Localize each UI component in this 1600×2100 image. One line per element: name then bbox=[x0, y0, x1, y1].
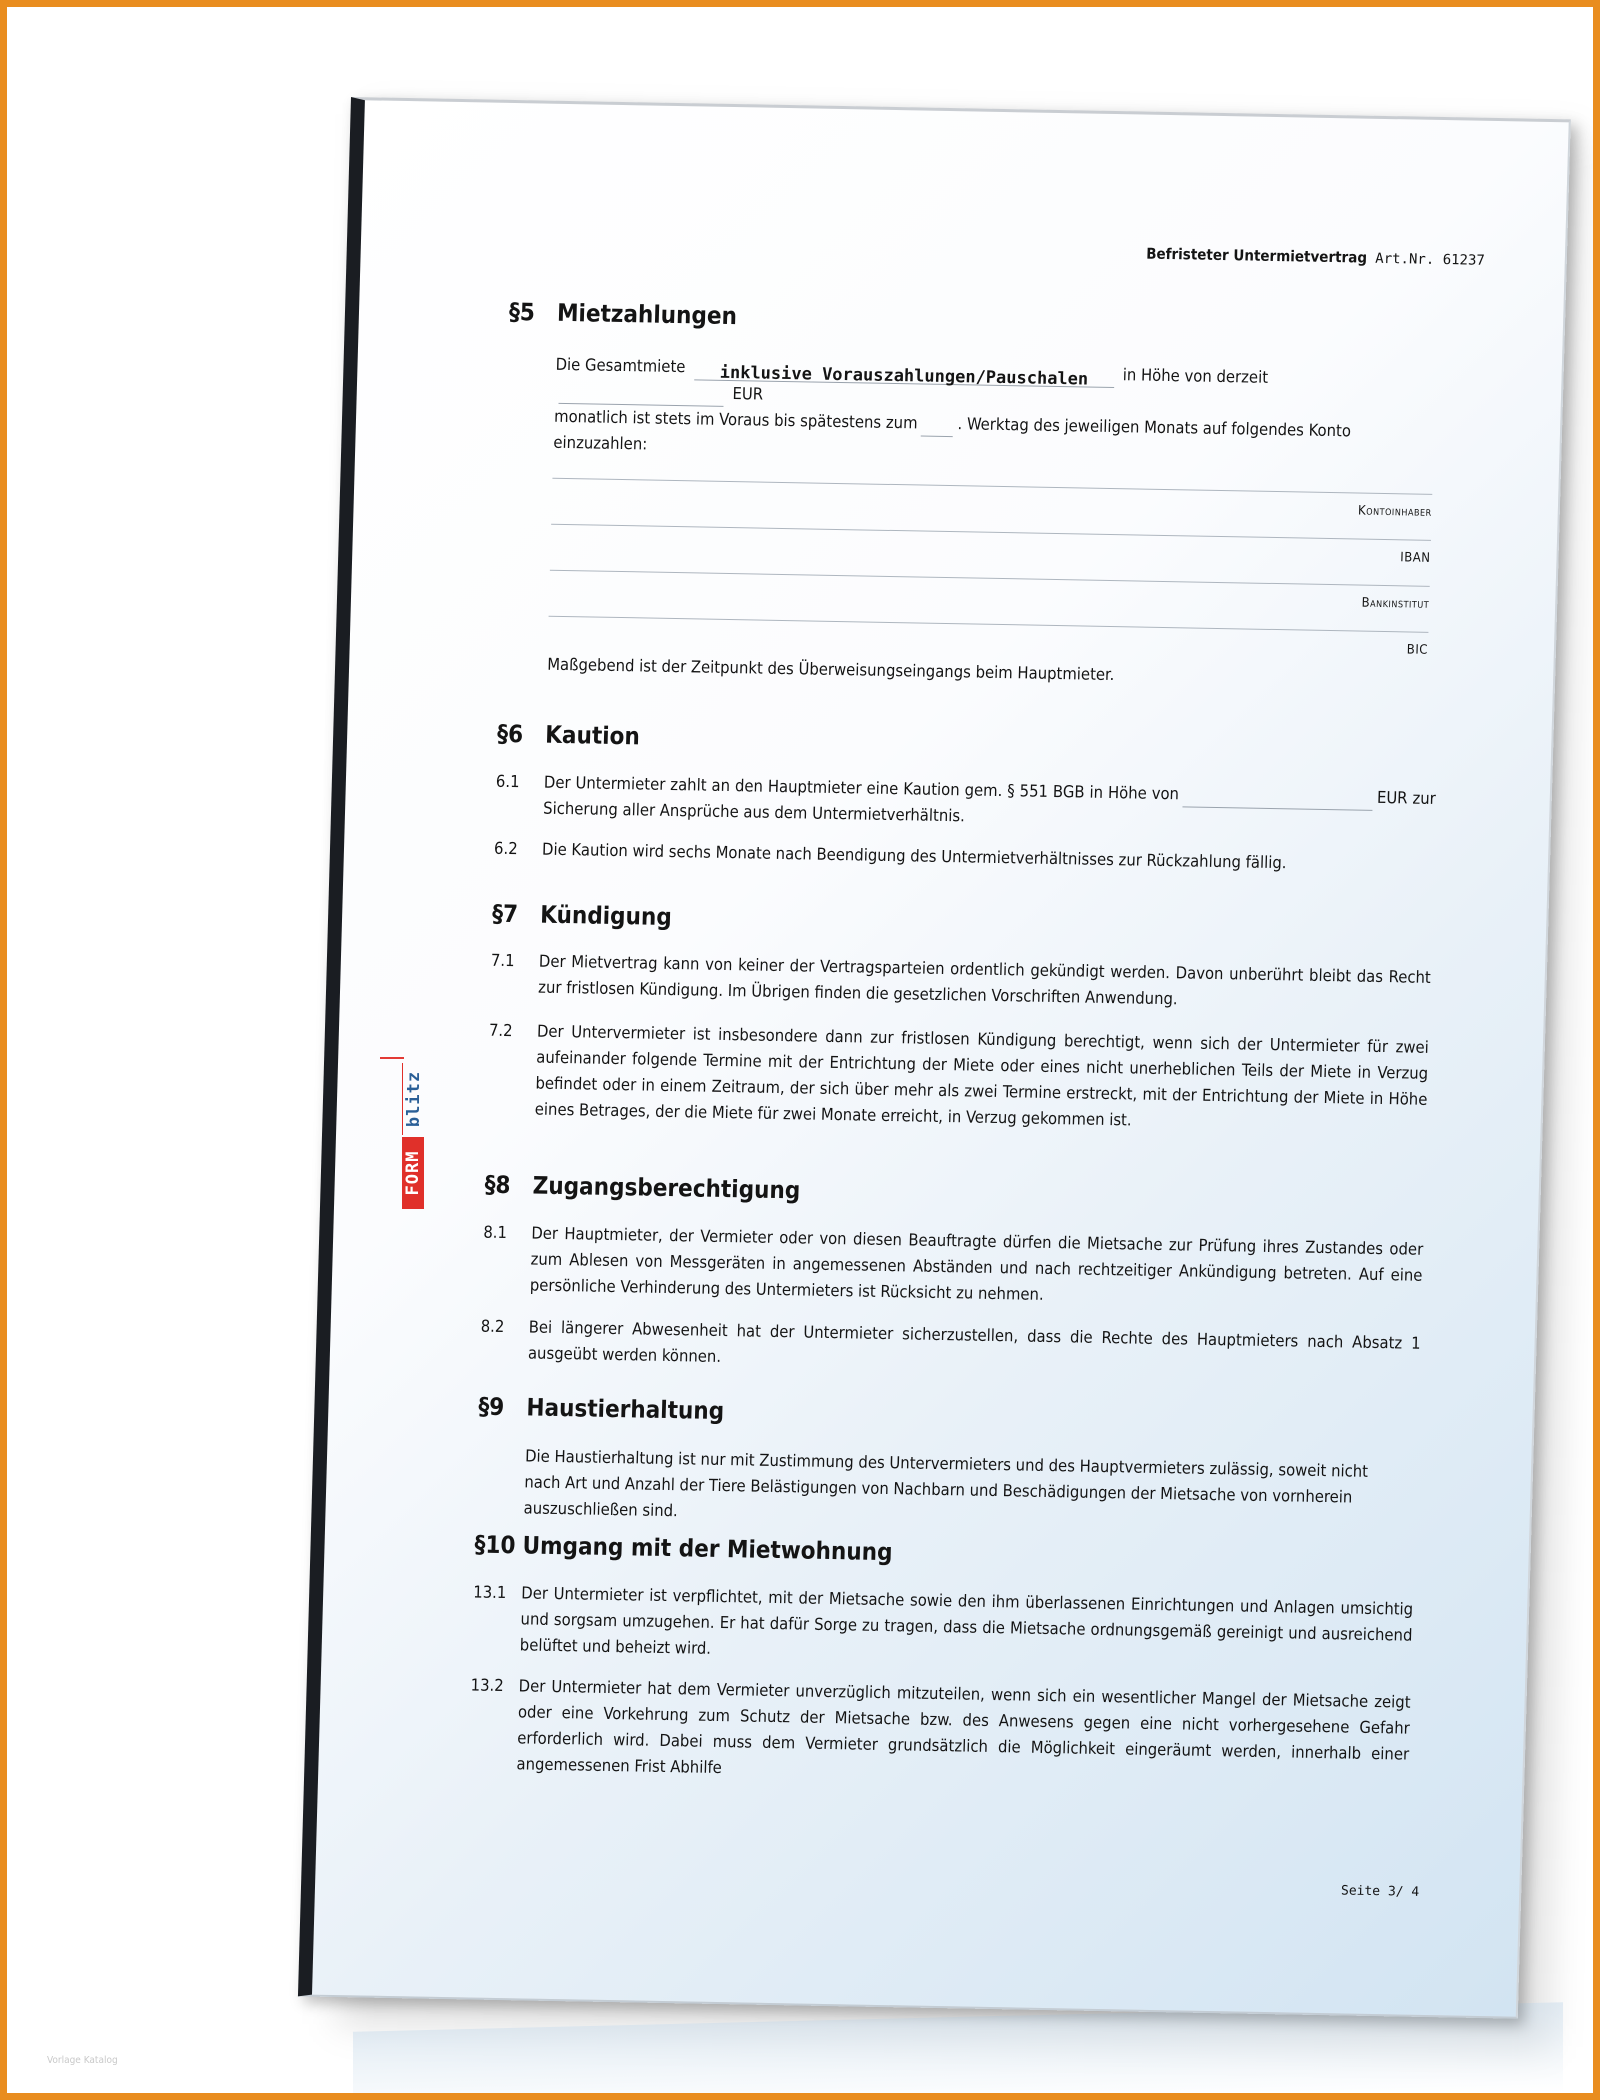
section-9-heading bbox=[478, 1393, 725, 1425]
article-number: Art.Nr. 61237 bbox=[1375, 250, 1486, 269]
bic-field[interactable] bbox=[549, 582, 1430, 658]
section-number: §10 bbox=[474, 1530, 516, 1560]
clause-number: 7.1 bbox=[490, 950, 515, 971]
document-title: Befristeter Untermietvertrag bbox=[1145, 244, 1368, 267]
clause-6-1: 6.1 Der Untermieter zahlt an den Hauptmieter eine Kaution gem. § 551 BGB in Höhe von EUR zur Sicherung aller Ansprüche aus dem Untermietverhältnis. bbox=[495, 769, 1436, 838]
clause-number: 13.1 bbox=[473, 1582, 507, 1603]
document-page bbox=[298, 97, 1571, 2019]
section-number: §5 bbox=[508, 297, 536, 327]
payment-note: Maßgebend ist der Zeitpunkt des Überweisungseingangs beim Hauptmieter. bbox=[546, 654, 1115, 685]
watermark-text: Vorlage Katalog bbox=[47, 2055, 118, 2066]
section-number: §9 bbox=[478, 1392, 505, 1422]
clause-8-1: 8.1 Der Hauptmieter, der Vermieter oder von diesen Beauftragte dürfen die Mietsache zur Prüfung ihres Zustandes oder zum Ablesen von Messgeräten in angemessenen Abständen und nach rechtzeitiger Ankündigung betreten. Auf eine persönliche Verhinderung des Untermieters ist Rücksicht zu nehmen. bbox=[482, 1220, 1424, 1315]
clause-number: 6.2 bbox=[493, 838, 518, 859]
account-holder-label: Kontoinhaber bbox=[1357, 503, 1432, 520]
section-title: Umgang mit der Mietwohnung bbox=[522, 1531, 893, 1567]
section-title: Kündigung bbox=[539, 900, 673, 932]
clause-8-2: 8.2 Bei längerer Abwesenheit hat der Untermieter sicherzustellen, dass die Rechte des Hauptmieters nach Absatz 1 ausgeübt werden können. bbox=[480, 1314, 1421, 1383]
section-7-heading bbox=[492, 900, 672, 931]
section-title: Mietzahlungen bbox=[556, 298, 738, 331]
bank-name-field[interactable] bbox=[550, 536, 1431, 612]
iban-field[interactable] bbox=[551, 490, 1432, 566]
iban-label: IBAN bbox=[1400, 550, 1431, 566]
clause-13-2: 13.2 Der Untermieter hat dem Vermieter unverzüglich mitzuteilen, wenn sich ein wesentlicher Mangel der Mietsache zeigt oder eine Vorkehrung zum Schutz der Mietsache bzw. des Anwesens gegen eine nicht vorhergesehene Gefahr erforderlich wird. Dabei muss dem Vermieter grundsätzlich die Möglichkeit eingeräumt werden, innerhalb einer angemessenen Frist Abhilfe bbox=[468, 1672, 1411, 1793]
clause-number: 8.1 bbox=[483, 1222, 508, 1243]
document-header bbox=[1146, 245, 1485, 269]
payment-line-2: monatlich ist stets im Voraus bis spätestens zum . Werktag des jeweiligen Monats auf folgendes Konto einzuzahlen: bbox=[553, 406, 1352, 454]
clause-number: 8.2 bbox=[480, 1316, 505, 1337]
bic-label: BIC bbox=[1406, 642, 1429, 658]
formblitz-logo: blitz FORM bbox=[402, 1057, 428, 1207]
page-number: Seite 3/ 4 bbox=[1340, 1883, 1420, 1900]
deposit-amount-field[interactable] bbox=[1183, 786, 1374, 810]
section-number: §6 bbox=[496, 719, 524, 749]
section-5-heading bbox=[509, 298, 738, 330]
bank-name-label: Bankinstitut bbox=[1361, 595, 1430, 612]
section-title: Haustierhaltung bbox=[526, 1393, 725, 1426]
section-8-heading bbox=[484, 1171, 800, 1205]
clause-number: 13.2 bbox=[470, 1675, 505, 1696]
section-10-heading bbox=[474, 1531, 893, 1567]
workday-field[interactable] bbox=[921, 416, 954, 438]
section-title: Zugangsberechtigung bbox=[532, 1171, 801, 1205]
clause-6-2: 6.2 Die Kaution wird sechs Monate nach Beendigung des Untermietverhältnisses zur Rückzahlung fällig. bbox=[494, 836, 1435, 879]
section-number: §7 bbox=[491, 899, 519, 929]
clause-number: 7.2 bbox=[488, 1020, 513, 1041]
rent-amount-field[interactable] bbox=[559, 383, 725, 407]
payment-line-1: Die Gesamtmiete inklusive Vorauszahlungen/Pauschalen in Höhe von derzeit EUR bbox=[555, 352, 1436, 420]
amount-type-field[interactable]: inklusive Vorauszahlungen/Pauschalen bbox=[694, 359, 1115, 388]
section-number: §8 bbox=[484, 1170, 511, 1200]
section-9-text: Die Haustierhaltung ist nur mit Zustimmung des Untervermieters und des Hauptvermieters zulässig, soweit nicht nach Art und Anzahl der Tiere Belästigungen von Nachbarn und Beschädigungen der Mietsache von vornherein auszuschließen sind. bbox=[523, 1446, 1369, 1521]
section-6-heading bbox=[497, 720, 640, 751]
clause-13-1: 13.1 Der Untermieter ist verpflichtet, mit der Mietsache sowie den ihm überlassenen Einrichtungen und Anlagen umsichtig und sorgsam umzugehen. Er hat dafür Sorge zu tragen, dass die Mietsache ordnungsgemäß gereinigt und ausreichend belüftet und beheizt wird. bbox=[471, 1579, 1413, 1674]
section-title: Kaution bbox=[544, 720, 641, 751]
clause-7-1: 7.1 Der Mietvertrag kann von keiner der Vertragsparteien ordentlich gekündigt werden. Davon unberührt bleibt das Recht zur fristlosen Kündigung. Im Übrigen finden die gesetzlichen Vorschriften Anwendung. bbox=[490, 948, 1431, 1017]
clause-number: 6.1 bbox=[495, 771, 520, 792]
clause-7-2: 7.2 Der Untervermieter ist insbesondere dann zur fristlosen Kündigung berechtigt, wenn sich der Untermieter für zwei aufeinander folgende Termine mit der Entrichtung der Miete oder eines nicht unerheblichen Teils der Miete in Verzug befindet oder in einem Zeitraum, der sich über mehr als zwei Termine erstreckt, mit der Entrichtung der Miete in Höhe eines Betrages, der die Miete für zwei Monate erreicht, in Verzug gekommen ist. bbox=[486, 1018, 1429, 1139]
